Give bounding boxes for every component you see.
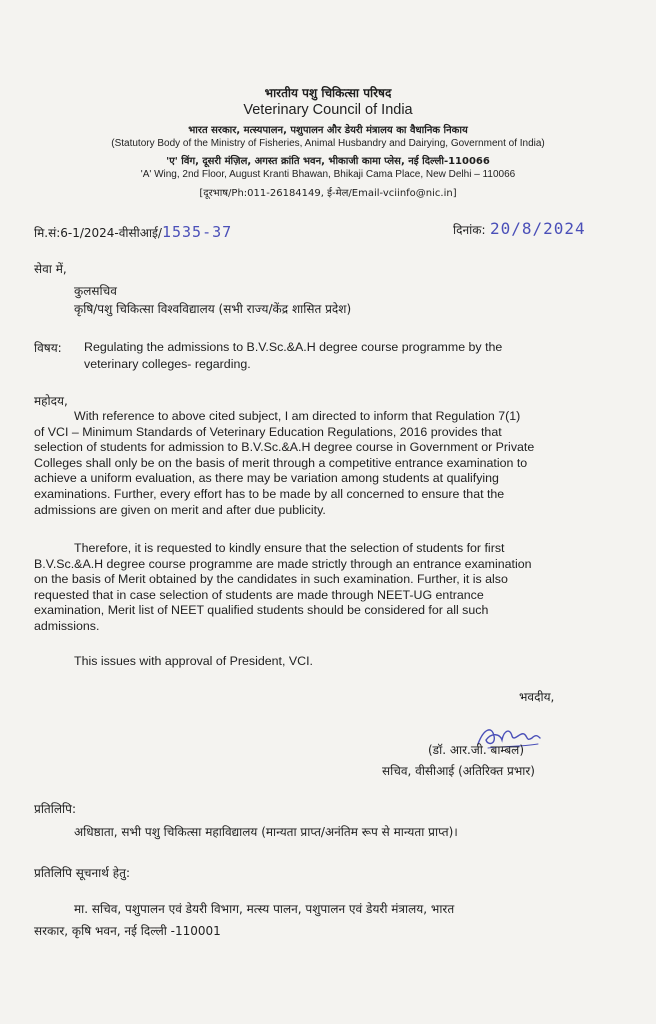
subject-label: विषय:: [34, 341, 62, 355]
contact-line: [दूरभाष/Ph:011-26184149, ई-मेल/Email-vciinfo@nic.in]: [199, 188, 457, 199]
statutory-line-english: (Statutory Body of the Ministry of Fisheries, Animal Husbandry and Dairying, Government of India): [111, 138, 545, 149]
closing-yours: भवदीय,: [519, 690, 555, 704]
paragraph-line: on the basis of Merit obtained by the candidates in such examination. Further, it is also: [34, 572, 508, 587]
paragraph-line: selection of students for admission to B.V.Sc.&A.H degree course in Government or Private: [34, 440, 535, 455]
copy-info-label: प्रतिलिपि सूचनार्थ हेतु:: [34, 866, 130, 880]
recipient-to: सेवा में,: [34, 262, 67, 276]
reference-handwritten: 1535-37: [161, 223, 233, 241]
signatory-designation: सचिव, वीसीआई (अतिरिक्त प्रभार): [382, 764, 535, 778]
address-hindi: 'ए' विंग, दूसरी मंज़िल, अगस्त क्रांति भवन, भीकाजी कामा प्लेस, नई दिल्ली-110066: [166, 156, 490, 167]
org-name-english: Veterinary Council of India: [243, 102, 413, 118]
salutation: महोदय,: [34, 394, 68, 408]
paragraph-line: admissions.: [34, 618, 100, 633]
copy-info-line-1: मा. सचिव, पशुपालन एवं डेयरी विभाग, मत्स्य पालन, पशुपालन एवं डेयरी मंत्रालय, भारत: [74, 902, 455, 916]
letter-date: [453, 219, 586, 239]
body-paragraph-2: [34, 541, 559, 635]
org-name-hindi: भारतीय पशु चिकित्सा परिषद: [264, 86, 392, 100]
reference-number: [34, 223, 232, 242]
paragraph-line: B.V.Sc.&A.H degree course programme are made strictly through an entrance examination: [34, 556, 532, 571]
paragraph-line: achieve a uniform evaluation, as there may be variation among students at qualifying: [34, 471, 499, 486]
paragraph-line: of VCI – Minimum Standards of Veterinary Education Regulations, 2016 provides that: [34, 424, 502, 439]
body-paragraph-1: [34, 409, 559, 518]
body-paragraph-3: This issues with approval of President, VCI.: [74, 654, 313, 668]
recipient-title: कुलसचिव: [74, 284, 117, 298]
address-english: 'A' Wing, 2nd Floor, August Kranti Bhawan, Bhikaji Cama Place, New Delhi – 110066: [140, 169, 516, 180]
recipient-institution: कृषि/पशु चिकित्सा विश्वविद्यालय (सभी राज्य/केंद्र शासित प्रदेश): [74, 302, 352, 316]
paragraph-line: examinations. Further, every effort has to be made by all concerned to ensure that the: [34, 486, 505, 501]
copy-info-line-2: सरकार, कृषि भवन, नई दिल्ली -110001: [34, 924, 221, 938]
subject-line-1: Regulating the admissions to B.V.Sc.&A.H degree course programme by the: [84, 340, 503, 354]
paragraph-line: examination, Merit list of NEET qualified students should be considered for all such: [34, 603, 489, 618]
subject-line-2: veterinary colleges- regarding.: [84, 357, 251, 371]
reference-prefix: मि.सं:6-1/2024-वीसीआई/: [34, 226, 162, 240]
copy-label: प्रतिलिपि:: [34, 802, 76, 816]
paragraph-line: With reference to above cited subject, I am directed to inform that Regulation 7(1): [74, 409, 521, 423]
statutory-line-hindi: भारत सरकार, मत्स्यपालन, पशुपालन और डेयरी मंत्रालय का वैधानिक निकाय: [188, 125, 468, 136]
paragraph-line: requested that in case selection of students are made through NEET-UG entrance: [34, 587, 484, 602]
paragraph-line: Therefore, it is requested to kindly ensure that the selection of students for first: [74, 541, 505, 555]
paragraph-line: Colleges shall only be on the basis of merit through a competitive entrance examination to: [34, 455, 528, 470]
date-label: दिनांक:: [453, 223, 486, 237]
date-handwritten: 20/8/2024: [489, 219, 586, 238]
copy-recipient: अधिष्ठाता, सभी पशु चिकित्सा महाविद्यालय (मान्यता प्राप्त/अनंतिम रूप से मान्यता प्राप्त)।: [74, 825, 458, 839]
subject-text: [84, 339, 559, 373]
signatory-name: (डॉ. आर.जी. बाम्बल): [428, 743, 524, 757]
paragraph-line: admissions are given on merit and after due publicity.: [34, 502, 326, 517]
